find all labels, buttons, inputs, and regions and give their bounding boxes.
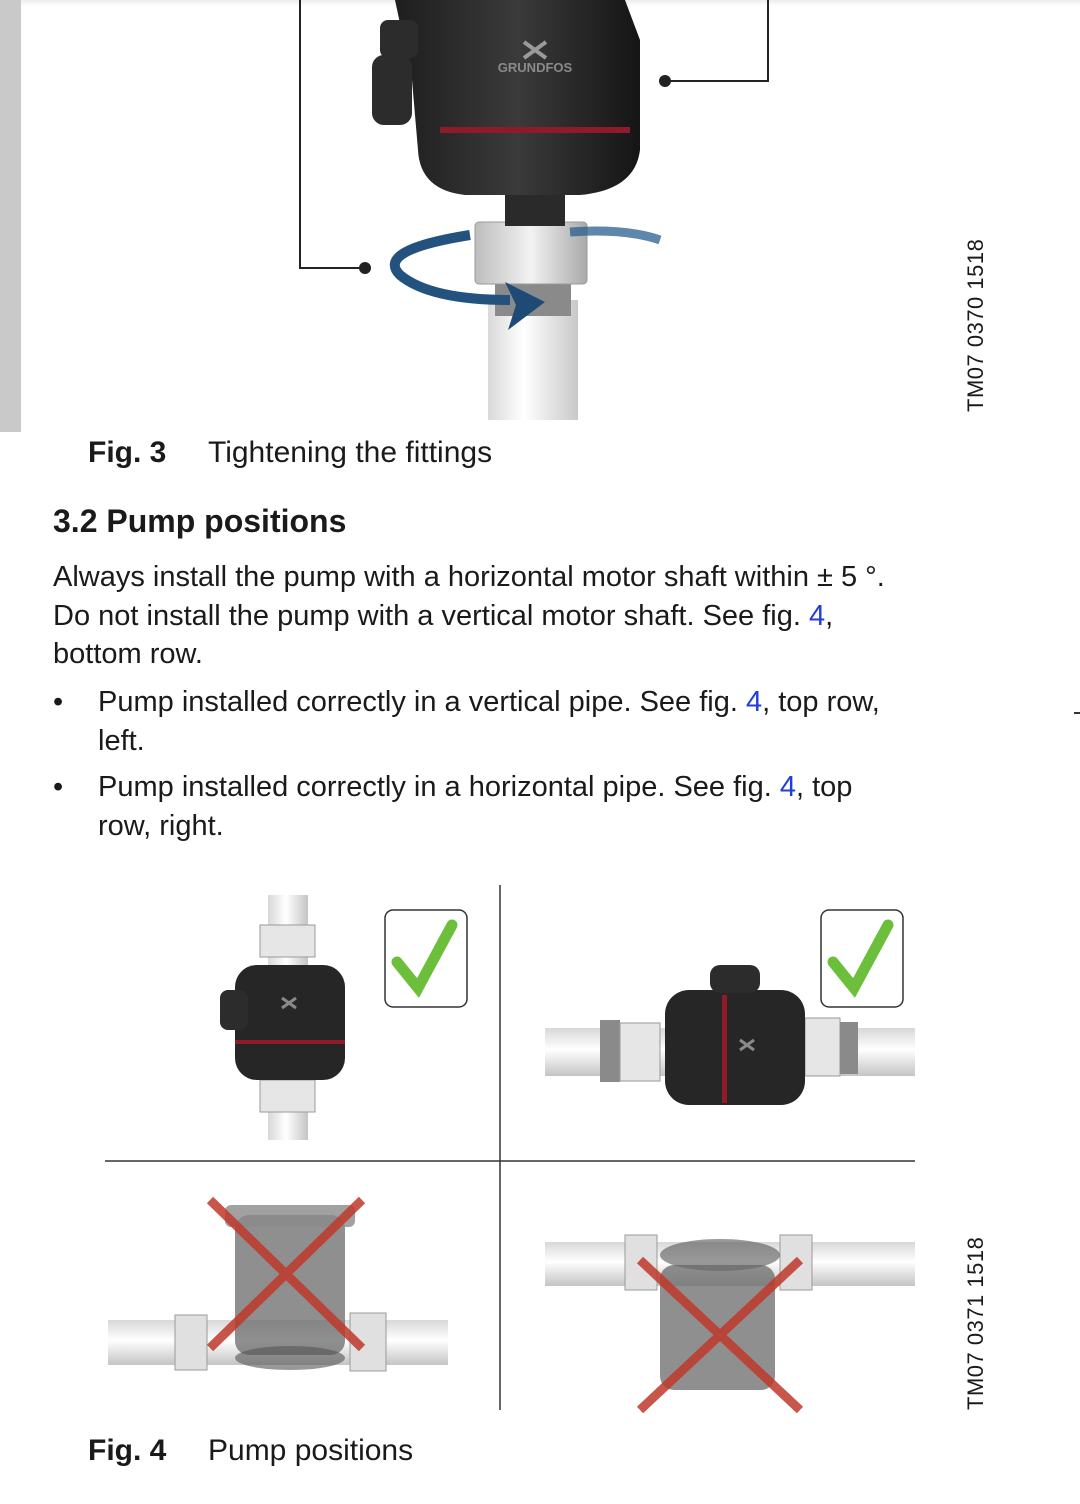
fig3-tm-code: TM07 0370 1518 [963, 238, 988, 412]
fig3-caption [88, 436, 492, 470]
list-item-text: Pump installed correctly in a vertical pipe. See fig. 4, top row, left. [98, 686, 880, 757]
stray-mark [1074, 712, 1080, 714]
panel-incorrect-shaft-down [545, 1235, 915, 1390]
fig4-caption [88, 1434, 413, 1468]
bullet-icon: • [53, 771, 64, 803]
pump-body [395, 0, 640, 195]
section-paragraph [53, 558, 1013, 674]
leader-dot-right [659, 75, 671, 87]
fig4-link[interactable]: 4 [779, 771, 796, 803]
scrollbar-track[interactable] [0, 0, 21, 432]
paragraph-line-2: Do not install the pump with a vertical motor shaft. See fig. [53, 599, 809, 632]
fig4-label: Fig. 4 [88, 1434, 167, 1467]
leader-line-left [300, 0, 365, 268]
pump-knob [380, 20, 418, 58]
fig4-caption-text: Pump positions [208, 1434, 414, 1467]
pipe [488, 300, 578, 420]
bullet-icon: • [53, 686, 64, 718]
fig4-illustration [100, 880, 930, 1420]
paragraph-line-2-end: , [825, 599, 834, 632]
fig3-caption-text: Tightening the fittings [208, 436, 493, 469]
fig3-illustration [280, 0, 840, 425]
pump-red-stripe [440, 127, 630, 133]
section-heading: 3.2 Pump positions [53, 503, 347, 539]
fig4-tm-code: TM07 0371 1518 [963, 1236, 988, 1410]
pump-brand-label: GRUNDFOS [497, 60, 573, 75]
leader-line-right [665, 0, 768, 81]
pump-cable-plug [372, 55, 412, 125]
list-item-text: Pump installed correctly in a horizontal pipe. See fig. 4, top row, right. [98, 771, 853, 842]
fig4-link[interactable]: 4 [808, 599, 826, 632]
paragraph-line-1: Always install the pump with a horizontal motor shaft within ± 5 °. [53, 561, 885, 593]
paragraph-line-3: bottom row. [53, 638, 203, 670]
leader-dot-left [359, 262, 371, 274]
fig4-link[interactable]: 4 [745, 686, 763, 718]
pump-neck [505, 190, 565, 226]
panel-vertical-pipe [220, 895, 345, 1140]
fig3-label: Fig. 3 [88, 436, 167, 469]
